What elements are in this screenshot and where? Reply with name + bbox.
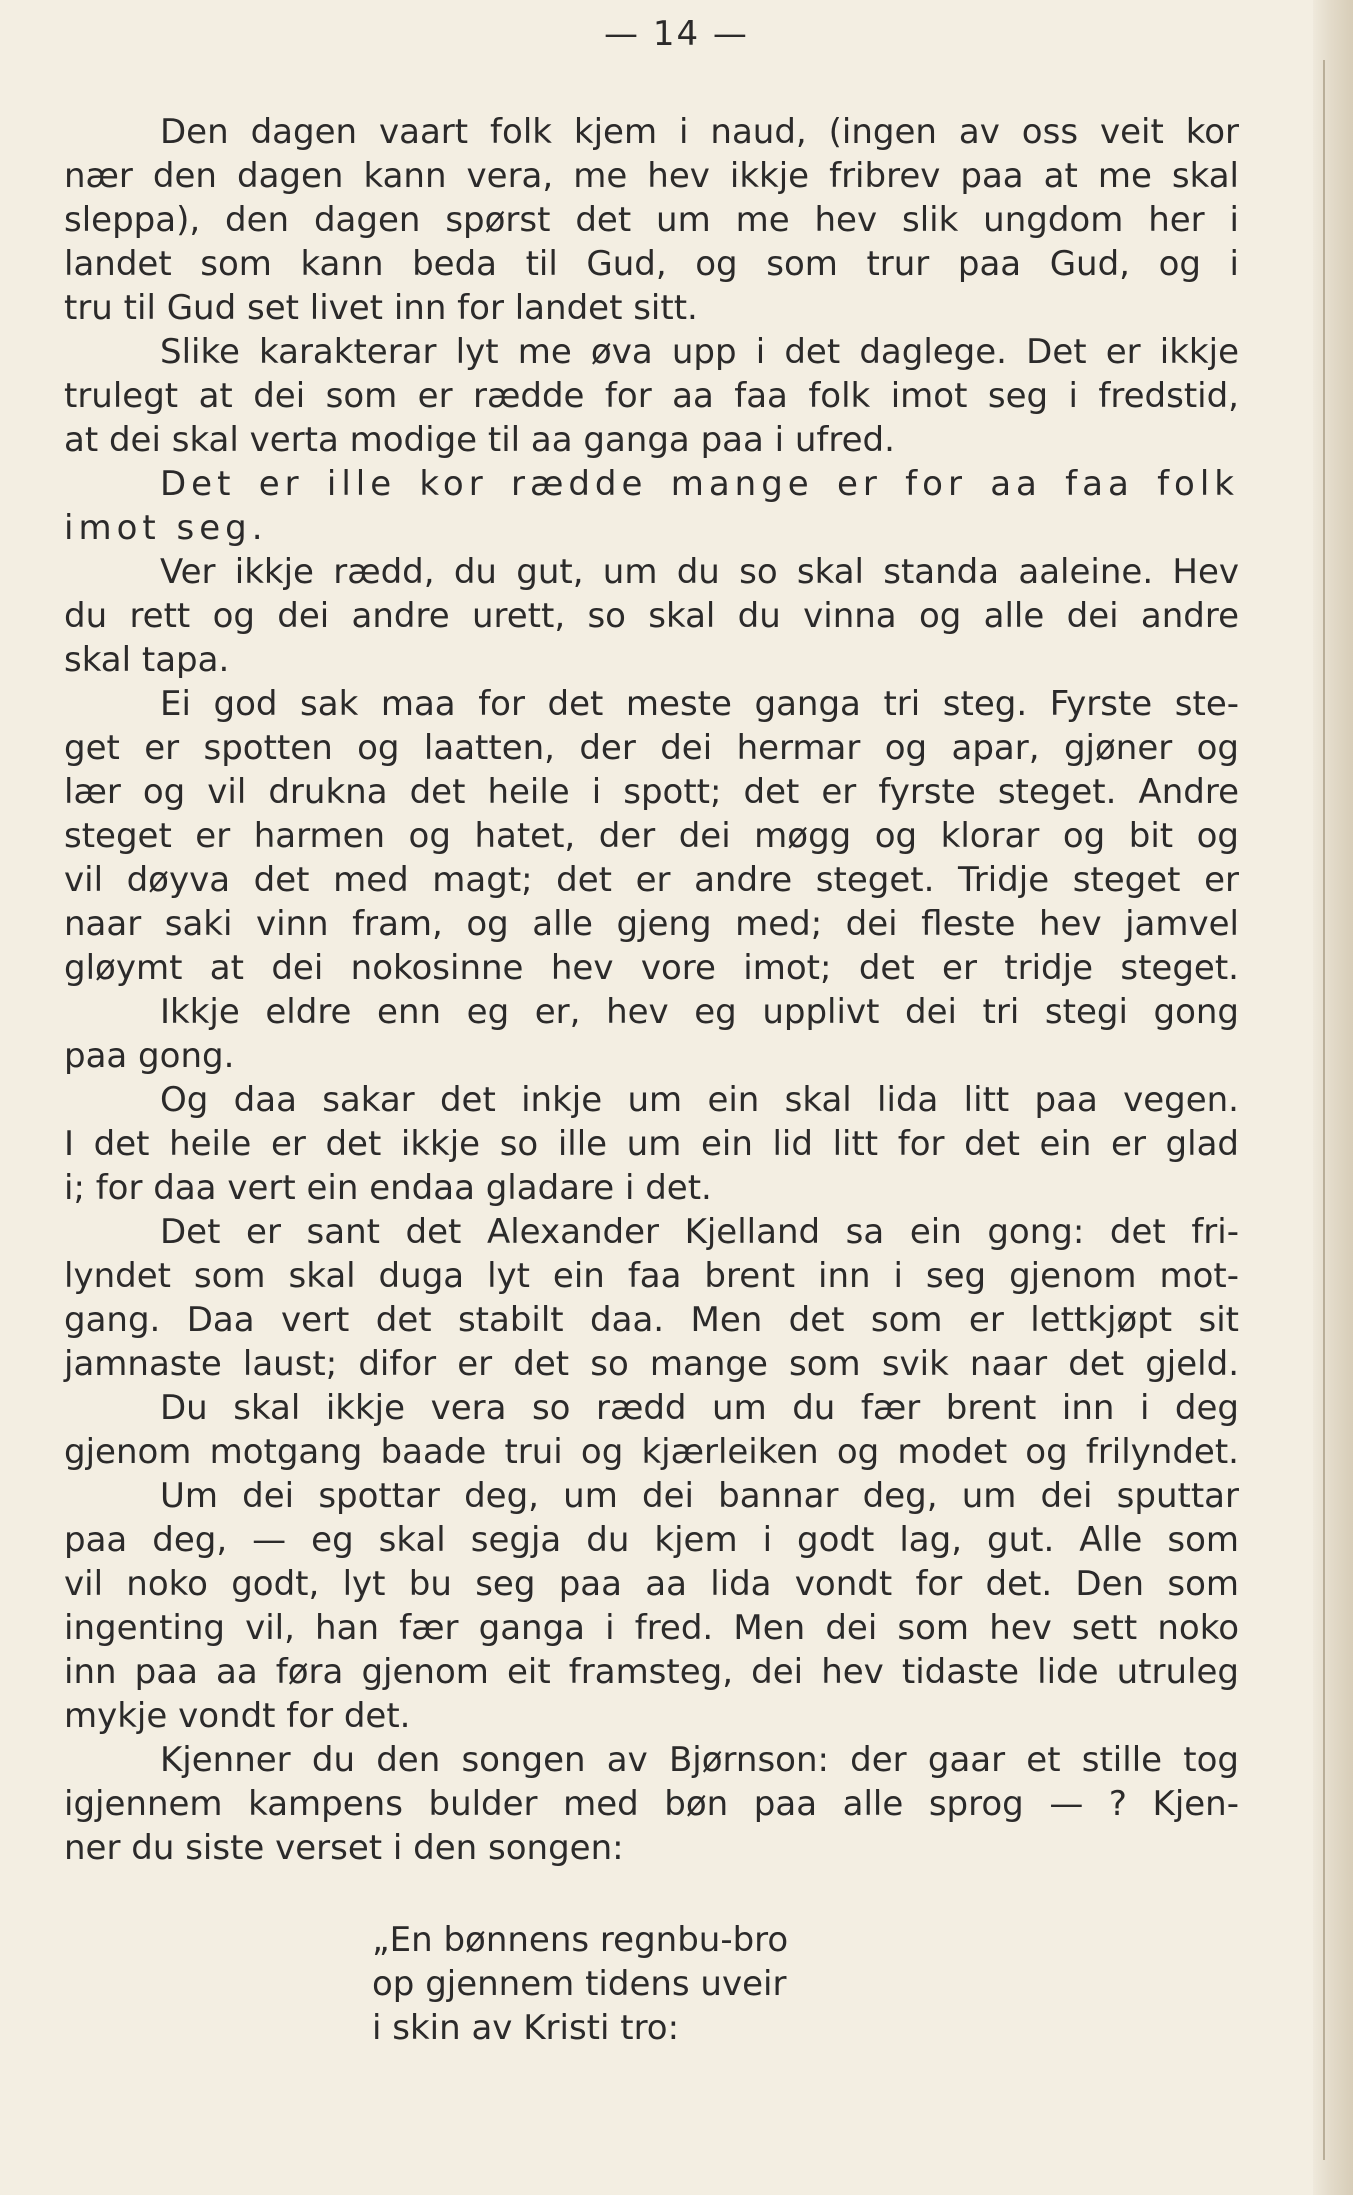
text-line: ingenting vil, han fær ganga i fred. Men dei som hev sett noko: [64, 1608, 1239, 1648]
text-line: nær den dagen kann vera, me hev ikkje fribrev paa at me skal: [64, 156, 1239, 196]
text-line: Det er ille kor rædde mange er for aa faa folk: [160, 464, 1239, 504]
text-line: jamnaste laust; difor er det so mange som svik naar det gjeld.: [64, 1344, 1239, 1384]
page-edge-line: [1323, 60, 1325, 2160]
text-line: paa deg, — eg skal segja du kjem i godt lag, gut. Alle som: [64, 1520, 1239, 1560]
text-line: sleppa), den dagen spørst det um me hev slik ungdom her i: [64, 200, 1239, 240]
text-line: gjenom motgang baade trui og kjærleiken og modet og frilyndet.: [64, 1432, 1239, 1472]
text-line: I det heile er det ikkje so ille um ein lid litt for det ein er glad: [64, 1124, 1239, 1164]
text-line: get er spotten og laatten, der dei hermar og apar, gjøner og: [64, 728, 1239, 768]
text-line: landet som kann beda til Gud, og som trur paa Gud, og i: [64, 244, 1239, 284]
text-line: ner du siste verset i den songen:: [64, 1828, 624, 1868]
text-line: steget er harmen og hatet, der dei møgg og klorar og bit og: [64, 816, 1239, 856]
text-line: gang. Daa vert det stabilt daa. Men det som er lettkjøpt sit: [64, 1300, 1239, 1340]
text-line: Slike karakterar lyt me øva upp i det daglege. Det er ikkje: [160, 332, 1239, 372]
text-line: Det er sant det Alexander Kjelland sa ein gong: det fri-: [160, 1212, 1239, 1252]
text-line: Kjenner du den songen av Bjørnson: der gaar et stille tog: [160, 1740, 1239, 1780]
text-line: Du skal ikkje vera so rædd um du fær brent inn i deg: [160, 1388, 1239, 1428]
page-edge-shadow: [1313, 0, 1353, 2195]
text-line: skal tapa.: [64, 640, 230, 680]
poem-line: i skin av Kristi tro:: [372, 2008, 680, 2048]
text-line: Ver ikkje rædd, du gut, um du so skal standa aaleine. Hev: [160, 552, 1239, 592]
page-number: — 14 —: [604, 14, 749, 54]
text-line: paa gong.: [64, 1036, 235, 1076]
text-line: lyndet som skal duga lyt ein faa brent inn i seg gjenom mot-: [64, 1256, 1239, 1296]
text-line: at dei skal verta modige til aa ganga paa i ufred.: [64, 420, 895, 460]
text-line: naar saki vinn fram, og alle gjeng med; dei fleste hev jamvel: [64, 904, 1239, 944]
text-line: Og daa sakar det inkje um ein skal lida litt paa vegen.: [160, 1080, 1239, 1120]
poem-line: op gjennem tidens uveir: [372, 1964, 787, 2004]
text-line: i; for daa vert ein endaa gladare i det.: [64, 1168, 712, 1208]
text-line: trulegt at dei som er rædde for aa faa folk imot seg i fredstid,: [64, 376, 1239, 416]
text-line: gløymt at dei nokosinne hev vore imot; det er tridje steget.: [64, 948, 1239, 988]
poem-line: „En bønnens regnbu-bro: [372, 1920, 789, 1960]
text-line: vil døyva det med magt; det er andre steget. Tridje steget er: [64, 860, 1239, 900]
text-line: tru til Gud set livet inn for landet sitt.: [64, 288, 698, 328]
text-line: lær og vil drukna det heile i spott; det er fyrste steget. Andre: [64, 772, 1239, 812]
text-line: Ei god sak maa for det meste ganga tri steg. Fyrste ste-: [160, 684, 1239, 724]
text-line: du rett og dei andre urett, so skal du vinna og alle dei andre: [64, 596, 1239, 636]
text-line: Ikkje eldre enn eg er, hev eg upplivt dei tri stegi gong: [160, 992, 1239, 1032]
text-line: Den dagen vaart folk kjem i naud, (ingen av oss veit kor: [160, 112, 1239, 152]
text-line: mykje vondt for det.: [64, 1696, 411, 1736]
text-line: imot seg.: [64, 508, 268, 548]
text-line: inn paa aa føra gjenom eit framsteg, dei hev tidaste lide utruleg: [64, 1652, 1239, 1692]
text-line: Um dei spottar deg, um dei bannar deg, um dei sputtar: [160, 1476, 1239, 1516]
text-line: vil noko godt, lyt bu seg paa aa lida vondt for det. Den som: [64, 1564, 1239, 1604]
text-line: igjennem kampens bulder med bøn paa alle sprog — ? Kjen-: [64, 1784, 1239, 1824]
